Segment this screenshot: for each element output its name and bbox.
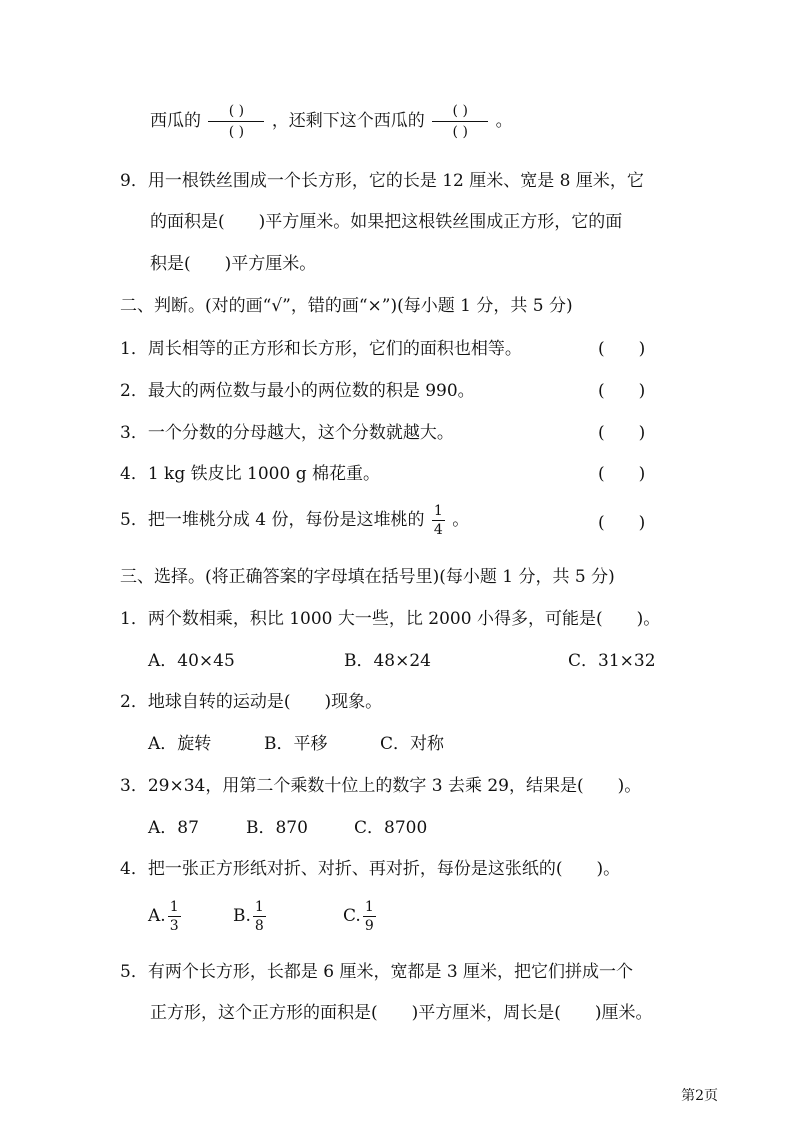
option-label: B. <box>233 906 251 926</box>
judge-paren-2[interactable]: ( ) <box>598 381 646 401</box>
quarter-fraction <box>432 504 445 537</box>
choice-q5-line2: 正方形，这个正方形的面积是( )平方厘米，周长是( )厘米。 <box>150 1003 653 1023</box>
option-fraction <box>168 900 181 933</box>
choice-q1: 1．两个数相乘，积比 1000 大一些，比 2000 小得多，可能是( )。 <box>120 609 661 629</box>
judge-paren-3[interactable]: ( ) <box>598 423 646 443</box>
judge-item-3: 3．一个分数的分母越大，这个分数就越大。 <box>120 423 454 443</box>
choice-q2-option-b: B．平移 <box>264 734 328 754</box>
continuation-part3: 。 <box>495 111 513 131</box>
option-label: C. <box>343 906 361 926</box>
section3-title: 三、选择。(将正确答案的字母填在括号里)(每小题 1 分，共 5 分) <box>120 567 615 587</box>
option-fraction <box>253 900 266 933</box>
choice-q2-option-c: C．对称 <box>380 734 445 754</box>
judge-paren-5[interactable]: ( ) <box>598 513 646 533</box>
continuation-line <box>150 104 513 139</box>
judge-item-5: 5．把一堆桃分成 4 份，每份是这堆桃的 <box>120 510 425 530</box>
fraction-denominator: 3 <box>169 918 179 934</box>
blank-denominator: ( ) <box>452 124 468 140</box>
choice-q3-option-c: C．8700 <box>354 818 428 838</box>
choice-q4-option-a <box>148 900 183 933</box>
q9-line2: 的面积是( )平方厘米。如果把这根铁丝围成正方形，它的面 <box>150 212 623 232</box>
fraction-bar <box>432 121 488 122</box>
blank-fraction-1 <box>208 104 264 139</box>
blank-denominator: ( ) <box>228 124 245 140</box>
fraction-numerator: 1 <box>433 503 443 519</box>
choice-q4: 4．把一张正方形纸对折、对折、再对折，每份是这张纸的( )。 <box>120 859 621 879</box>
fraction-bar <box>168 916 181 917</box>
choice-q2: 2．地球自转的运动是( )现象。 <box>120 692 383 712</box>
blank-numerator: ( ) <box>228 103 245 119</box>
page-number: 第2页 <box>681 1088 718 1104</box>
choice-q3-option-a: A．87 <box>148 818 199 838</box>
fraction-denominator: 4 <box>433 522 443 538</box>
choice-q1-option-a: A．40×45 <box>148 651 235 671</box>
fraction-bar <box>432 520 445 521</box>
q9-line1: 9．用一根铁丝围成一个长方形，它的长是 12 厘米、宽是 8 厘米，它 <box>120 171 644 191</box>
section2-title: 二、判断。(对的画“√”，错的画“×”)(每小题 1 分，共 5 分) <box>120 296 573 316</box>
choice-q1-option-c: C．31×32 <box>568 651 656 671</box>
choice-q4-option-b <box>233 900 268 933</box>
judge-paren-1[interactable]: ( ) <box>598 339 646 359</box>
blank-numerator: ( ) <box>452 103 468 119</box>
q9-line3: 积是( )平方厘米。 <box>150 254 317 274</box>
choice-q4-option-c <box>343 900 378 933</box>
judge-item-1: 1．周长相等的正方形和长方形，它们的面积也相等。 <box>120 339 522 359</box>
judge-item-5-end: 。 <box>452 510 470 530</box>
fraction-numerator: 1 <box>169 899 179 915</box>
choice-q2-option-a: A．旋转 <box>148 734 212 754</box>
fraction-bar <box>208 121 264 122</box>
choice-q1-option-b: B．48×24 <box>344 651 432 671</box>
judge-item-5-row <box>120 504 469 537</box>
continuation-part1: 西瓜的 <box>150 111 201 131</box>
continuation-part2: ，还剩下这个西瓜的 <box>271 111 425 131</box>
blank-fraction-2 <box>432 104 488 139</box>
fraction-denominator: 9 <box>364 918 374 934</box>
judge-item-4: 4．1 kg 铁皮比 1000 g 棉花重。 <box>120 464 380 484</box>
judge-paren-4[interactable]: ( ) <box>598 464 646 484</box>
choice-q5-line1: 5．有两个长方形，长都是 6 厘米，宽都是 3 厘米，把它们拼成一个 <box>120 962 634 982</box>
choice-q3: 3．29×34，用第二个乘数十位上的数字 3 去乘 29，结果是( )。 <box>120 776 642 796</box>
option-label: A. <box>148 906 166 926</box>
fraction-numerator: 1 <box>364 899 374 915</box>
fraction-denominator: 8 <box>254 918 264 934</box>
option-fraction <box>363 900 376 933</box>
fraction-bar <box>253 916 266 917</box>
choice-q3-option-b: B．870 <box>246 818 308 838</box>
judge-item-2: 2．最大的两位数与最小的两位数的积是 990。 <box>120 381 475 401</box>
fraction-bar <box>363 916 376 917</box>
fraction-numerator: 1 <box>254 899 264 915</box>
